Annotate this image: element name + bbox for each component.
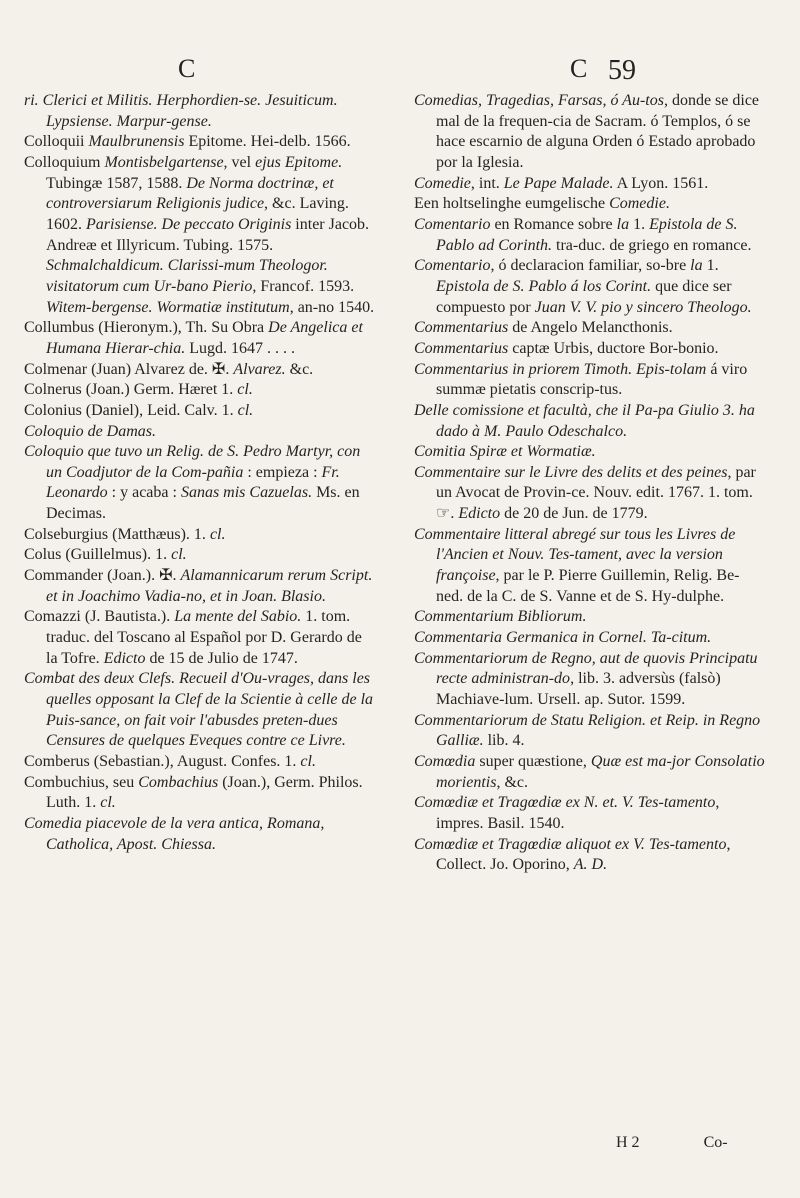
index-entry <box>414 401 766 442</box>
index-entry <box>24 401 376 422</box>
left-column <box>24 91 376 855</box>
index-entry <box>414 525 766 608</box>
index-entry <box>414 752 766 793</box>
entry-text: Colnerus (Joan.) Germ. Hæret 1. <box>24 381 238 399</box>
entry-text: que dice ser compuesto por <box>436 277 732 316</box>
entry-text: de 20 de Jun. de 1779. <box>500 505 648 523</box>
entry-text: , lib. 3. adversùs (falsò) Machiave-lum. Ursell. ap. Sutor. 1599. <box>436 670 721 709</box>
index-entry <box>24 773 376 814</box>
index-entry <box>414 463 766 525</box>
entry-text: , Francof. 1593. <box>252 277 355 295</box>
italic-text: Commentarius <box>414 339 509 357</box>
italic-text: Epistola de S. Pablo ad Corinth. <box>436 215 738 254</box>
italic-text: Commentaria Germanica in Cornel. Ta-citum. <box>414 629 712 647</box>
entry-text: super quæstione, <box>475 753 591 770</box>
index-entry <box>414 607 766 628</box>
index-entry <box>414 91 766 174</box>
index-entry <box>414 628 766 649</box>
italic-text: Comentario <box>414 257 491 275</box>
entry-text: de 15 de Julio de 1747. <box>145 649 298 667</box>
entry-text: , ó declaracion familiar, so-bre <box>490 257 691 275</box>
italic-text: ri. Clerici et Militis. Herphordien-se. Jesuiticum. Lypsiense. Marpur-gense. <box>24 92 338 130</box>
entry-text: Colloquium <box>24 153 105 171</box>
entry-text: 1. tom. traduc. del Toscano al Español por D. Gerardo de la Tofre. <box>46 608 362 667</box>
entry-text: , impres. Basil. 1540. <box>436 794 720 832</box>
entry-text: A Lyon. 1561. <box>613 174 709 192</box>
entry-text: Colseburgius (Matthæus). 1. <box>24 525 210 543</box>
italic-text: Alamannicarum rerum Script. et in Joachimo Vadia-no, et in Joan. Blasio. <box>46 567 373 605</box>
entry-text: , par le P. Pierre Guillemin, Relig. Be-ned. de la C. de S. Vanne et de S. Hy-dulphe. <box>436 567 740 605</box>
entry-text: , donde se dice mal de la frequen-cia de Sacram. ó Templos, ó se hace escarnio de alguna Orden ó Estado aprobado por la Iglesia. <box>436 92 760 171</box>
entry-text: Colloquii <box>24 133 89 151</box>
italic-text: De Angelica et Humana Hierar-chia. <box>46 319 363 357</box>
index-entry <box>414 835 766 876</box>
entry-text: : empieza : <box>243 463 322 481</box>
index-entry <box>24 525 376 546</box>
entry-text: Epitome. Hei-delb. 1566. <box>184 133 351 151</box>
entry-text: &c. <box>285 360 314 378</box>
entry-text: Commander (Joan.). ✠. <box>24 567 181 585</box>
entry-text: , int. <box>470 174 504 192</box>
entry-text: 1. <box>702 257 719 275</box>
entry-text: , Collect. Jo. Oporino, <box>436 835 731 874</box>
entry-text: , &c. <box>496 773 528 791</box>
italic-text: Combachius <box>138 773 219 791</box>
italic-text: La mente del Sabio. <box>174 608 302 626</box>
entry-text: 1. <box>629 215 650 233</box>
italic-text: cl. <box>237 401 254 419</box>
index-entry <box>24 153 376 318</box>
index-entry <box>414 339 766 360</box>
index-entry <box>414 194 766 215</box>
entry-text: , an-no 1540. <box>289 298 375 316</box>
italic-text: la <box>616 215 630 233</box>
italic-text: Commentarius in priorem Timoth. Epis-tolam <box>414 360 707 378</box>
italic-text: Fr. Leonardo <box>46 463 340 502</box>
entry-text: Comberus (Sebastian.), August. Confes. 1. <box>24 753 301 770</box>
italic-text: Coloquio de Damas. <box>24 422 156 440</box>
italic-text: ejus Epitome. <box>255 153 343 171</box>
entry-text: captæ Urbis, ductore Bor-bonio. <box>508 339 719 357</box>
index-entry <box>24 607 376 669</box>
italic-text: Comedie. <box>609 195 670 213</box>
index-entry <box>414 318 766 339</box>
italic-text: Delle comissione et facultà, che il Pa-pa Giulio 3. ha dado à M. Paulo Odeschalco. <box>414 401 755 440</box>
right-column <box>414 91 766 876</box>
index-entry <box>24 318 376 359</box>
entry-text: Lugd. 1647 . . . . <box>185 339 295 357</box>
entry-text: Tubingæ 1587, 1588. <box>46 174 187 192</box>
italic-text: Commentaire sur le Livre des delits et des peines <box>414 463 728 481</box>
italic-text: Commentariorum de Regno, aut de quovis Principatu recte administran-do <box>414 649 758 688</box>
italic-text: Comedia piacevole de la vera antica, Romana, Catholica, Apost. Chiessa. <box>24 814 325 853</box>
index-entry <box>24 752 376 773</box>
index-entry <box>414 174 766 195</box>
italic-text: cl. <box>237 381 253 399</box>
entry-text: Combuchius, seu <box>24 773 139 791</box>
italic-text: Alvarez. <box>233 360 286 378</box>
index-entry <box>414 442 766 463</box>
index-entry <box>414 649 766 711</box>
italic-text: cl. <box>300 753 316 770</box>
running-head-left: C <box>178 54 196 83</box>
italic-text: Combat des deux Clefs. Recueil d'Ou-vrages, dans les quelles opposant la Clef de la Scientie à celle de la Puis-sance, on fait voir l'abusdes preten-dues Censures de quelques Eveques contre ce Livre. <box>24 670 374 750</box>
entry-text: Ms. en Decimas. <box>46 484 360 523</box>
entry-text: Collumbus (Hieronym.), Th. Su Obra <box>24 319 269 337</box>
italic-text: Comœdiæ et Tragœdiæ ex N. et. V. Tes-tamento <box>414 794 716 812</box>
italic-text: Quæ est ma-jor Consolatio morientis <box>436 753 765 791</box>
index-entry <box>24 132 376 153</box>
entry-text: en Romance sobre <box>490 215 617 233</box>
italic-text: Parisiense. De peccato Originis <box>86 215 292 233</box>
italic-text: Epistola de S. Pablo á los Corint. <box>436 277 652 295</box>
signature-line <box>616 1133 728 1153</box>
entry-text: inter Jacob. Andreæ et Illyricum. Tubing. 1575. <box>46 215 370 254</box>
entry-text: (Joan.), Germ. Philos. Luth. 1. <box>46 773 363 812</box>
italic-text: Commentariorum de Statu Religion. et Reip. in Regno Galliæ. <box>414 711 761 750</box>
entry-text: de Angelo Melancthonis. <box>508 319 673 337</box>
catchword: Co- <box>703 1134 728 1151</box>
italic-text: Witem-bergense. Wormatiæ institutum <box>46 298 290 316</box>
entry-text: á viro summæ pietatis conscrip-tus. <box>436 360 748 399</box>
italic-text: Comitia Spiræ et Wormatiæ. <box>414 443 596 461</box>
index-entry <box>414 711 766 752</box>
index-entry <box>414 256 766 318</box>
italic-text: Juan V. V. pio y sincero Theologo. <box>534 298 752 316</box>
index-entry <box>24 422 376 443</box>
index-entry <box>24 360 376 381</box>
index-entry <box>24 545 376 566</box>
italic-text: cl. <box>100 794 116 812</box>
italic-text: De Norma doctrinæ, et controversiarum Religionis judice <box>46 174 334 213</box>
italic-text: Montisbelgartense <box>104 153 224 171</box>
italic-text: cl. <box>171 546 187 564</box>
entry-text: Colus (Guillelmus). 1. <box>24 546 172 564</box>
entry-text: Een holtselinghe eumgelische <box>414 195 610 213</box>
index-entry <box>24 814 376 855</box>
italic-text: Commentaire litteral abregé sur tous les Livres de l'Ancien et Nouv. Tes-tament, avec la version françoise <box>414 525 736 585</box>
running-head-right: C <box>570 54 588 83</box>
italic-text: Coloquio que tuvo un Relig. de S. Pedro Martyr, con un Coadjutor de la Com-pañia <box>24 443 361 481</box>
entry-text: Colonius (Daniel), Leid. Calv. 1. <box>24 401 238 419</box>
italic-text: A. D. <box>573 856 608 874</box>
italic-text: Comœdiæ et Tragœdiæ aliquot ex V. Tes-tamento <box>414 835 727 853</box>
entry-text: : y acaba : <box>107 484 181 502</box>
italic-text: Le Pape Malade. <box>503 174 614 192</box>
italic-text: Schmalchaldicum. Clarissi-mum Theologor. visitatorum cum Ur-bano Pierio <box>46 257 328 295</box>
entry-text: tra-duc. de griego en romance. <box>552 236 752 254</box>
entry-text: , &c. Laving. 1602. <box>46 195 349 233</box>
index-entry <box>414 360 766 401</box>
index-entry <box>414 215 766 256</box>
entry-text: Colmenar (Juan) Alvarez de. ✠. <box>24 360 234 378</box>
entry-text: Comazzi (J. Bautista.). <box>24 608 175 626</box>
page-number: 59 <box>608 55 636 86</box>
italic-text: Comentario <box>414 215 491 233</box>
entry-text: lib. 4. <box>483 732 525 750</box>
italic-text: Edicto <box>103 649 146 667</box>
index-entry <box>414 793 766 834</box>
index-entry <box>24 442 376 525</box>
italic-text: cl. <box>209 525 226 543</box>
index-entry <box>24 566 376 607</box>
index-entry <box>24 91 376 132</box>
italic-text: Sanas mis Cazuelas. <box>180 484 313 502</box>
italic-text: Comedie <box>414 174 471 192</box>
index-entry <box>24 669 376 752</box>
italic-text: Commentarium Bibliorum. <box>414 608 587 626</box>
italic-text: Comœdia <box>414 753 476 770</box>
entry-text: , vel <box>223 153 256 171</box>
entry-text: , par un Avocat de Provin-ce. Nouv. edit. 1767. 1. tom. ☞. <box>436 463 756 523</box>
italic-text: la <box>690 257 703 275</box>
italic-text: Comedias, Tragedias, Farsas, ó Au-tos <box>414 92 664 109</box>
signature-mark: H 2 <box>616 1134 640 1151</box>
italic-text: Edicto <box>458 505 501 523</box>
index-entry <box>24 380 376 401</box>
italic-text: Commentarius <box>414 319 509 337</box>
italic-text: Maulbrunensis <box>88 133 185 151</box>
